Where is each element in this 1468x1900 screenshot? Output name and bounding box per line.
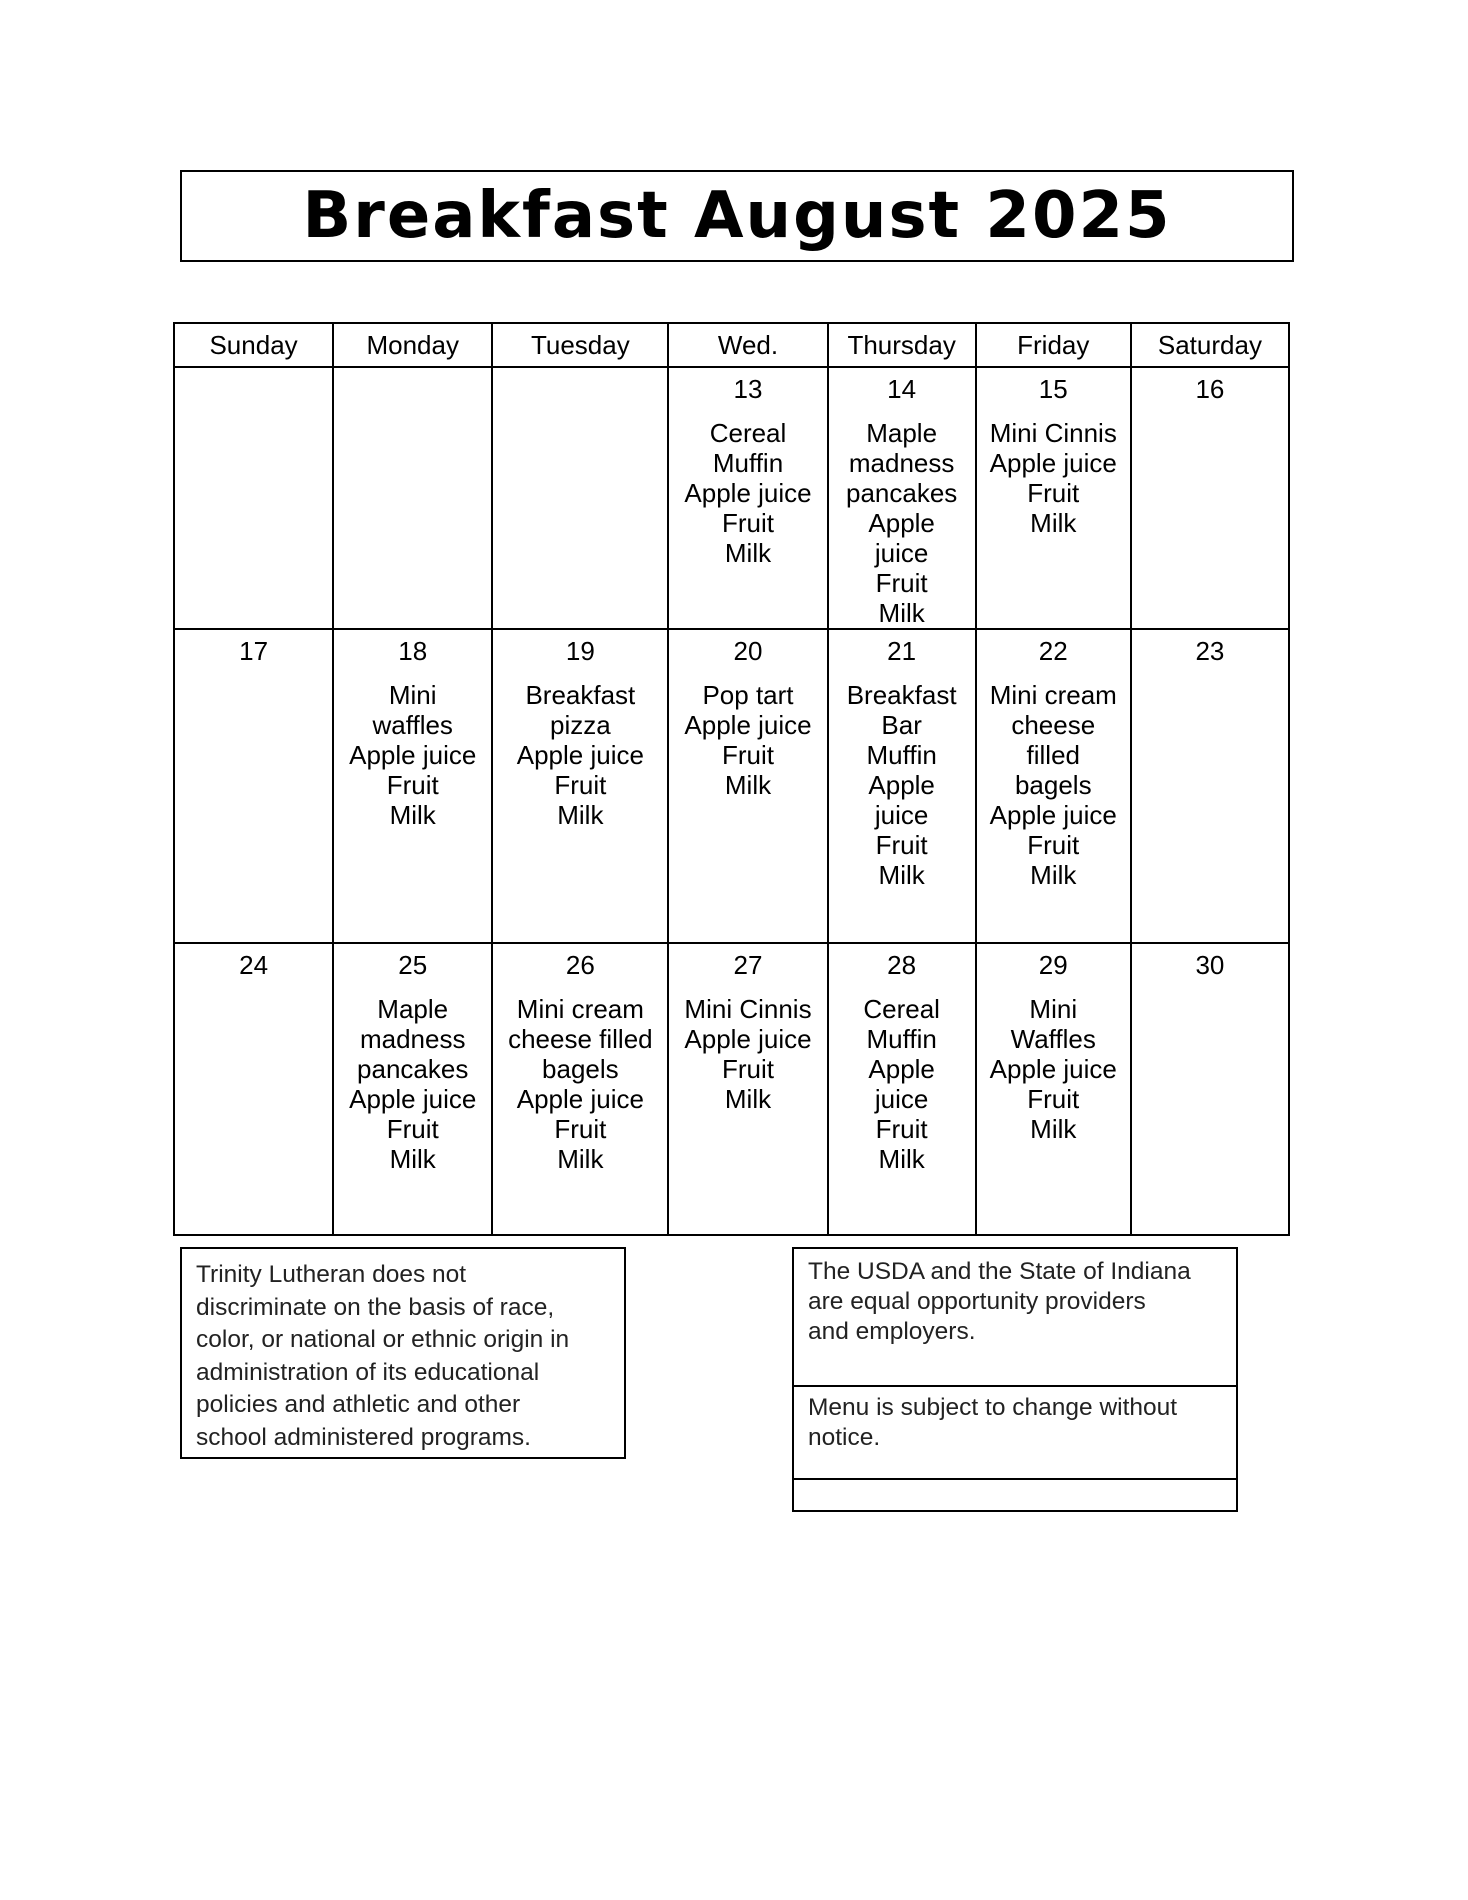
menu-item: cheese filled xyxy=(508,1024,653,1054)
menu-item: Milk xyxy=(1030,508,1077,538)
menu-item: Pop tart xyxy=(702,680,794,710)
notice-line: administration of its educational xyxy=(196,1358,540,1386)
menu-item: Mini cream xyxy=(989,680,1117,710)
menu-item: Apple xyxy=(868,770,935,800)
menu-change-notice xyxy=(794,1387,1236,1480)
menu-item: Milk xyxy=(724,1084,772,1114)
weekday-header: Wed. xyxy=(668,323,827,367)
menu-item: Apple xyxy=(868,508,935,538)
day-number: 17 xyxy=(239,636,269,666)
day-number: 23 xyxy=(1195,636,1225,666)
nondiscrimination-notice xyxy=(180,1247,626,1459)
menu-item: Muffin xyxy=(866,740,937,770)
menu-item: Mini xyxy=(388,680,437,710)
menu-item: filled xyxy=(1026,740,1080,770)
menu-item: Fruit xyxy=(1027,478,1080,508)
menu-item: Fruit xyxy=(386,770,439,800)
menu-item: madness xyxy=(359,1024,466,1054)
menu-item: Mini xyxy=(1029,994,1078,1024)
menu-item: Apple juice xyxy=(989,1054,1117,1084)
page-title: Breakfast August 2025 xyxy=(302,179,1172,253)
menu-item: Maple xyxy=(866,418,938,448)
day-cell xyxy=(668,943,827,1235)
day-number: 27 xyxy=(733,950,763,980)
menu-item: pancakes xyxy=(845,478,958,508)
menu-item: Maple xyxy=(377,994,449,1024)
menu-item: Apple juice xyxy=(684,710,812,740)
menu-item: Muffin xyxy=(712,448,784,478)
day-cell xyxy=(492,629,668,943)
day-cell xyxy=(1131,629,1289,943)
notice-line: The USDA and the State of Indiana xyxy=(808,1258,1191,1285)
day-number: 26 xyxy=(565,950,595,980)
notice-line: notice. xyxy=(808,1424,881,1451)
menu-item: Milk xyxy=(878,860,925,890)
day-cell xyxy=(174,629,333,943)
menu-item: Apple juice xyxy=(684,1024,812,1054)
menu-item: Apple xyxy=(868,1054,935,1084)
day-number: 19 xyxy=(565,636,595,666)
menu-item: Cereal xyxy=(709,418,787,448)
menu-item: Bar xyxy=(881,710,922,740)
menu-item: waffles xyxy=(372,710,453,740)
weekday-header: Tuesday xyxy=(492,323,668,367)
menu-item: juice xyxy=(874,538,929,568)
menu-item: Milk xyxy=(724,770,772,800)
day-cell xyxy=(976,943,1131,1235)
breakfast-calendar xyxy=(173,322,1290,1236)
day-cell xyxy=(1131,367,1289,629)
menu-item: Milk xyxy=(878,598,925,628)
notice-line: Trinity Lutheran does not xyxy=(196,1261,467,1288)
menu-item: Waffles xyxy=(1010,1024,1096,1054)
menu-item: Breakfast xyxy=(525,680,636,710)
menu-item: Mini Cinnis xyxy=(989,418,1117,448)
weekday-header: Friday xyxy=(976,323,1131,367)
menu-item: Milk xyxy=(557,800,604,830)
day-cell xyxy=(976,367,1131,629)
notice-line: policies and athletic and other xyxy=(196,1391,521,1418)
menu-item: Milk xyxy=(389,800,436,830)
menu-item: bagels xyxy=(542,1054,619,1084)
menu-item: Apple juice xyxy=(516,740,644,770)
day-cell xyxy=(174,943,333,1235)
usda-statement xyxy=(794,1249,1236,1387)
usda-notice-box xyxy=(792,1247,1238,1512)
menu-item: Mini Cinnis xyxy=(684,994,812,1024)
day-number: 30 xyxy=(1195,950,1225,980)
menu-item: Milk xyxy=(724,538,772,568)
day-cell xyxy=(1131,943,1289,1235)
weekday-header: Sunday xyxy=(174,323,333,367)
menu-item: Apple juice xyxy=(989,448,1117,478)
day-number: 21 xyxy=(887,636,917,666)
menu-item: Mini cream xyxy=(516,994,644,1024)
day-cell xyxy=(976,629,1131,943)
menu-item: Apple juice xyxy=(989,800,1117,830)
day-number: 14 xyxy=(887,374,917,404)
day-cell xyxy=(828,943,976,1235)
menu-item: Fruit xyxy=(722,1054,774,1084)
menu-item: Apple juice xyxy=(349,1084,477,1114)
empty-notice-row xyxy=(794,1480,1236,1510)
menu-item: Milk xyxy=(557,1144,604,1174)
day-number: 20 xyxy=(733,636,763,666)
menu-item: Cereal xyxy=(863,994,940,1024)
day-number: 15 xyxy=(1038,374,1068,404)
menu-item: Fruit xyxy=(554,1114,607,1144)
day-cell xyxy=(492,943,668,1235)
day-number: 28 xyxy=(887,950,917,980)
day-cell xyxy=(333,367,492,629)
menu-item: Apple juice xyxy=(349,740,477,770)
menu-item: madness xyxy=(848,448,955,478)
menu-item: Fruit xyxy=(722,740,774,770)
day-cell xyxy=(333,629,492,943)
weekday-header: Saturday xyxy=(1131,323,1289,367)
day-cell xyxy=(828,367,976,629)
day-cell xyxy=(333,943,492,1235)
title-box xyxy=(180,170,1294,262)
week-row xyxy=(174,629,1289,943)
menu-item: Muffin xyxy=(866,1024,937,1054)
menu-item: cheese xyxy=(1011,710,1096,740)
day-number: 16 xyxy=(1195,374,1225,404)
menu-item: Fruit xyxy=(554,770,607,800)
menu-item: pancakes xyxy=(357,1054,469,1084)
menu-item: Milk xyxy=(389,1144,436,1174)
menu-item: Milk xyxy=(1030,860,1077,890)
notice-line: and employers. xyxy=(808,1318,976,1345)
menu-item: Apple juice xyxy=(516,1084,644,1114)
day-cell xyxy=(668,367,827,629)
menu-item: Fruit xyxy=(386,1114,439,1144)
menu-item: Breakfast xyxy=(846,680,957,710)
week-row xyxy=(174,367,1289,629)
notice-line: discriminate on the basis of race, xyxy=(196,1293,555,1321)
menu-item: Milk xyxy=(1030,1114,1077,1144)
day-number: 22 xyxy=(1038,636,1068,666)
menu-item: Fruit xyxy=(722,508,774,538)
menu-item: juice xyxy=(874,1084,929,1114)
menu-item: Milk xyxy=(878,1144,925,1174)
menu-item: juice xyxy=(874,800,929,830)
weekday-header-row xyxy=(174,323,1289,367)
day-number: 18 xyxy=(398,636,428,666)
menu-item: Fruit xyxy=(1027,1084,1080,1114)
day-cell xyxy=(174,367,333,629)
day-number: 25 xyxy=(398,950,428,980)
notice-line: are equal opportunity providers xyxy=(808,1288,1146,1315)
menu-item: Fruit xyxy=(875,568,928,598)
menu-item: bagels xyxy=(1014,770,1092,800)
calendar-body xyxy=(174,367,1289,1235)
day-number: 29 xyxy=(1038,950,1068,980)
menu-item: Fruit xyxy=(875,830,928,860)
day-cell xyxy=(668,629,827,943)
menu-item: Apple juice xyxy=(684,478,812,508)
day-number: 24 xyxy=(239,950,269,980)
week-row xyxy=(174,943,1289,1235)
weekday-header: Monday xyxy=(333,323,492,367)
menu-item: Fruit xyxy=(875,1114,928,1144)
menu-item: Fruit xyxy=(1027,830,1080,860)
day-cell xyxy=(492,367,668,629)
notice-line: Menu is subject to change without xyxy=(808,1394,1178,1421)
notice-line: school administered programs. xyxy=(196,1423,531,1451)
notice-line: color, or national or ethnic origin in xyxy=(196,1326,570,1353)
weekday-header: Thursday xyxy=(828,323,976,367)
nondiscrimination-text xyxy=(196,1259,610,1454)
menu-item: pizza xyxy=(550,710,611,740)
day-number: 13 xyxy=(733,374,763,404)
day-cell xyxy=(828,629,976,943)
